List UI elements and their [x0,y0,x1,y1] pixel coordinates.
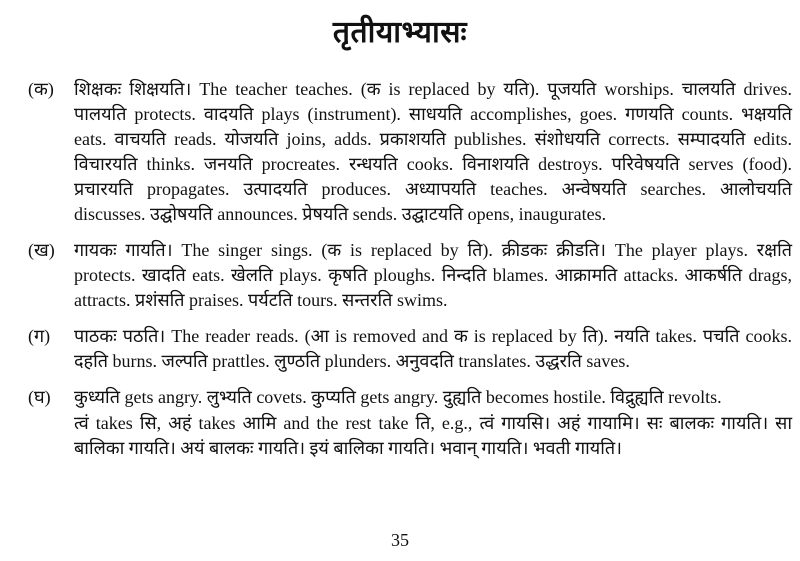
section-ga [6,324,794,374]
section-kha [6,238,794,313]
section-body [74,385,792,461]
section-text: गायकः गायति। The singer sings. (क is replaced by ति). क्रीडकः क्रीडति। The player plays. रक्षति protects. खादति eats. खेलति plays. कृषति ploughs. निन्दति blames. आक्रामति attacks. आकर्षति drags, attracts. प्रशंसति praises. पर्यटति tours. सन्तरति swims. [74,240,792,310]
section-label: (ख) [28,240,55,260]
section-ka [6,77,794,227]
page-title: तृतीयाभ्यासः [332,16,468,49]
section-text: पाठकः पठति। The reader reads. (आ is removed and क is replaced by ति). नयति takes. पचति cooks. दहति burns. जल्पति prattles. लुण्ठति plunders. अनुवदति translates. उद्धरति saves. [74,326,792,371]
section-gha [6,385,794,461]
section-label: (ग) [28,326,51,346]
page-number: 35 [391,530,409,550]
section-label: (क) [28,79,54,99]
section-label: (घ) [28,387,51,407]
section-note: त्वं takes सि, अहं takes आमि and the rest take ति, e.g., त्वं गायसि। अहं गायामि। सः बालकः गायति। सा बालिका गायति। अयं बालकः गायति। इयं बालिका गायति। भवान् गायति। भवती गायति। [74,413,792,458]
section-text: शिक्षकः शिक्षयति। The teacher teaches. (क is replaced by यति). पूजयति worships. चालयति drives. पालयति protects. वादयति plays (instrument). साधयति accomplishes, goes. गणयति counts. भक्षयति eats. वाचयति reads. योजयति joins, adds. प्रकाशयति publishes. संशोधयति corrects. सम्पादयति edits. विचारयति thinks. जनयति procreates. रन्धयति cooks. विनाशयति destroys. परिवेषयति serves (food). प्रचारयति propagates. उत्पादयति produces. अध्यापयति teaches. अन्वेषयति searches. आलोचयति discusses. उद्घोषयति announces. प्रेषयति sends. उद्घाटयति opens, inaugurates. [74,79,792,224]
section-text: कुध्यति gets angry. लुभ्यति covets. कुप्यति gets angry. दुह्यति becomes hostile. विद्रुह्यति revolts. [74,387,722,407]
